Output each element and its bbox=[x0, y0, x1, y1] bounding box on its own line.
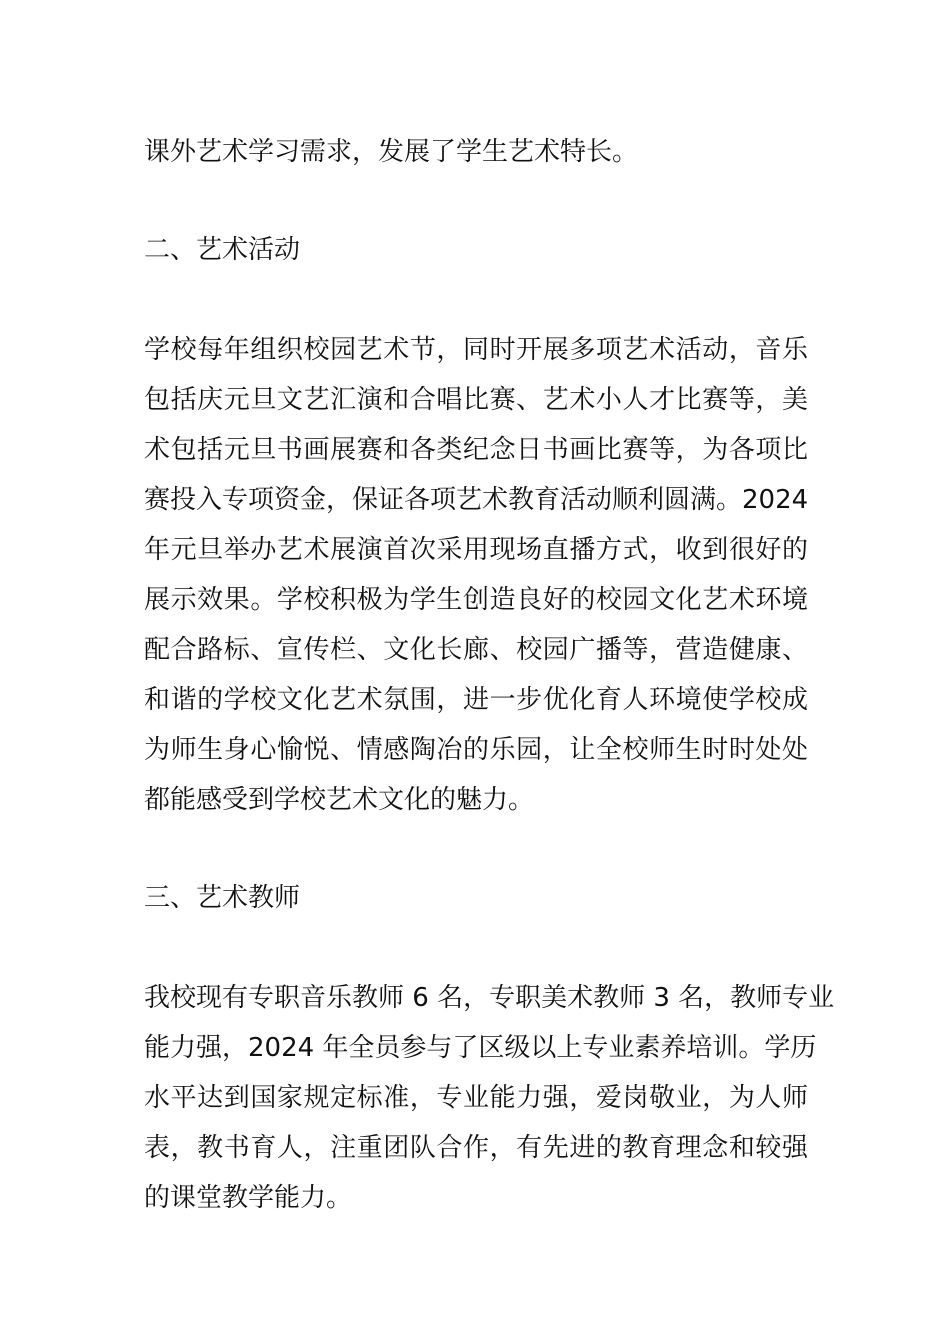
paragraph-line: 水平达到国家规定标准，专业能力强，爱岗敬业，为人师 bbox=[144, 1083, 808, 1113]
paragraph-line: 包括庆元旦文艺汇演和合唱比赛、艺术小人才比赛等，美 bbox=[144, 385, 808, 415]
section-heading-art-teachers: 三、艺术教师 bbox=[144, 883, 301, 913]
paragraph-line: 能力强，2024 年全员参与了区级以上专业素养培训。学历 bbox=[144, 1033, 817, 1063]
paragraph-line: 都能感受到学校艺术文化的魅力。 bbox=[144, 785, 535, 815]
paragraph-line: 和谐的学校文化艺术氛围，进一步优化育人环境使学校成 bbox=[144, 685, 808, 715]
paragraph-line: 的课堂教学能力。 bbox=[144, 1183, 353, 1213]
paragraph-line: 展示效果。学校积极为学生创造良好的校园文化艺术环境 bbox=[144, 585, 808, 615]
paragraph-line: 学校每年组织校园艺术节，同时开展多项艺术活动，音乐 bbox=[144, 335, 808, 365]
paragraph-line: 术包括元旦书画展赛和各类纪念日书画比赛等，为各项比 bbox=[144, 435, 808, 465]
paragraph-line: 赛投入专项资金，保证各项艺术教育活动顺利圆满。2024 bbox=[144, 485, 809, 515]
paragraph-line: 配合路标、宣传栏、文化长廊、校园广播等，营造健康、 bbox=[144, 635, 808, 665]
paragraph-line: 我校现有专职音乐教师 6 名，专职美术教师 3 名，教师专业 bbox=[144, 983, 835, 1013]
intro-paragraph-line: 课外艺术学习需求，发展了学生艺术特长。 bbox=[144, 137, 639, 167]
paragraph-line: 表，教书育人，注重团队合作，有先进的教育理念和较强 bbox=[144, 1133, 808, 1163]
paragraph-line: 年元旦举办艺术展演首次采用现场直播方式，收到很好的 bbox=[144, 535, 808, 565]
paragraph-line: 为师生身心愉悦、情感陶冶的乐园，让全校师生时时处处 bbox=[144, 735, 808, 765]
section-heading-art-activities: 二、艺术活动 bbox=[144, 235, 301, 265]
